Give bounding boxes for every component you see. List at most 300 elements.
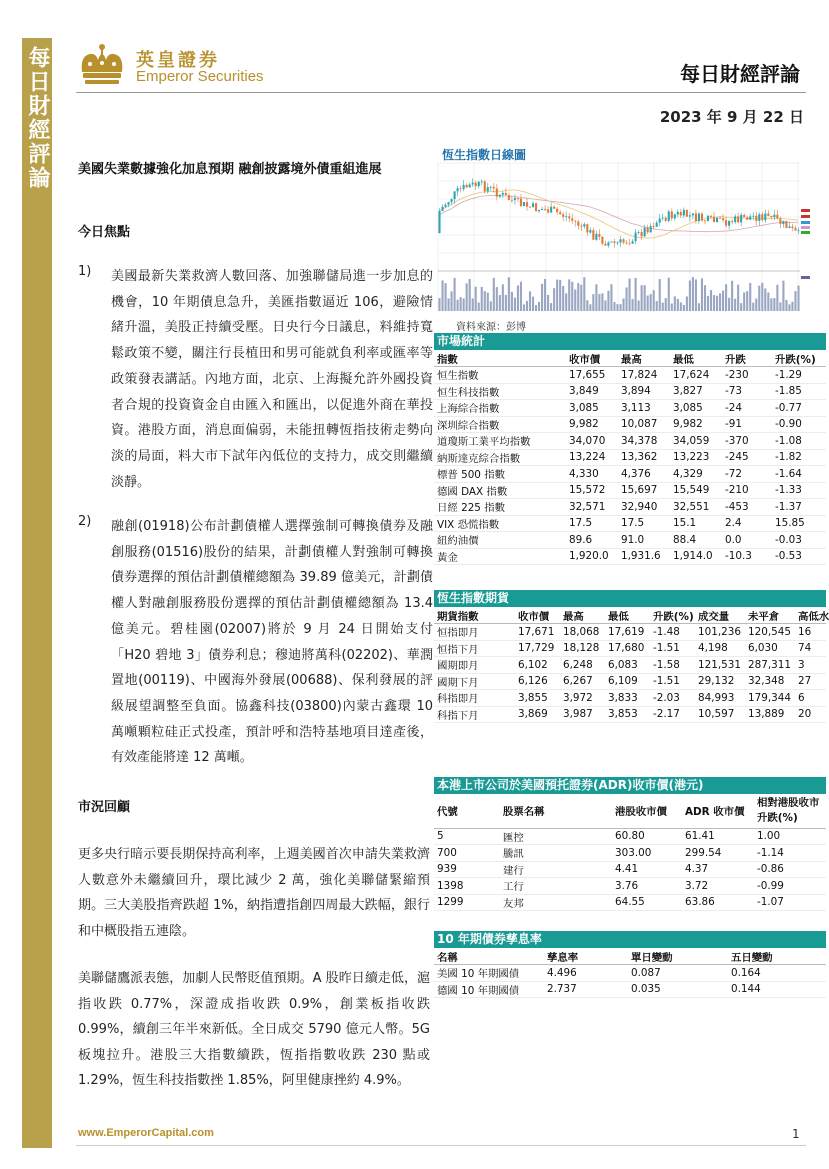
table-row — [434, 878, 826, 895]
volume-bar — [511, 292, 513, 311]
volume-bar — [788, 304, 790, 311]
bonds-table — [434, 948, 826, 998]
table-cell: -370 — [722, 433, 772, 450]
table-header-cell: 收市價 — [515, 607, 560, 624]
volume-bar — [665, 298, 667, 311]
candle-body — [610, 242, 612, 243]
table-cell: -73 — [722, 383, 772, 400]
volume-bar — [441, 280, 443, 311]
candle-body — [731, 221, 733, 222]
table-row — [434, 416, 826, 433]
table-cell: 63.86 — [682, 894, 754, 911]
table-cell: 16 — [795, 624, 826, 641]
volume-bar — [493, 278, 495, 311]
candle-body — [713, 217, 715, 222]
volume-bar — [496, 287, 498, 311]
table-row — [434, 673, 826, 690]
adr-table — [434, 794, 826, 911]
table-cell: 3,085 — [670, 400, 722, 417]
candle-body — [441, 207, 443, 211]
candle-body — [752, 216, 754, 217]
table-header-cell: 孳息率 — [544, 948, 628, 965]
candle-body — [755, 216, 757, 221]
volume-bar — [505, 295, 507, 311]
bonds-title: 10 年期債券孳息率 — [434, 931, 826, 948]
table-cell: 17,671 — [515, 624, 560, 641]
candle-body — [598, 234, 600, 237]
volume-bar — [595, 284, 597, 311]
table-cell: 287,311 — [745, 657, 795, 674]
candle-body — [517, 198, 519, 199]
table-header-cell: 期貨指數 — [434, 607, 515, 624]
table-cell: 3.76 — [612, 878, 682, 895]
table-cell: 303.00 — [612, 845, 682, 862]
candle-body — [746, 217, 748, 220]
volume-bar — [574, 289, 576, 311]
volume-bar — [674, 296, 676, 311]
table-header-cell: 升跌(%) — [650, 607, 695, 624]
table-cell: 恒指下月 — [434, 640, 515, 657]
table-cell: 939 — [434, 861, 500, 878]
volume-bar — [752, 303, 754, 311]
table-cell: 恒指即月 — [434, 624, 515, 641]
volume-bar — [577, 283, 579, 311]
focus-item-number: 1) — [78, 264, 92, 279]
volume-bar — [635, 278, 637, 311]
candle-body — [794, 228, 796, 230]
table-cell: -0.99 — [754, 878, 826, 895]
volume-bar — [601, 293, 603, 311]
volume-bar — [725, 284, 727, 311]
candle-body — [520, 198, 522, 205]
candle-body — [505, 193, 507, 195]
table-cell: -72 — [722, 466, 772, 483]
headline: 美國失業數據強化加息預期 融創披露境外債重組進展 — [78, 162, 382, 177]
candle-body — [438, 211, 440, 233]
volume-bar — [722, 291, 724, 311]
table-cell: -1.37 — [772, 499, 826, 516]
candle-body — [770, 216, 772, 217]
candle-body — [481, 181, 483, 182]
volume-bar — [625, 287, 627, 311]
table-cell: 299.54 — [682, 845, 754, 862]
candle-body — [761, 214, 763, 220]
table-cell: 1,920.0 — [566, 548, 618, 565]
candle-body — [499, 195, 501, 197]
table-cell: 15,572 — [566, 482, 618, 499]
table-cell: 3,827 — [670, 383, 722, 400]
table-cell: 3,833 — [605, 690, 650, 707]
table-row — [434, 515, 826, 532]
candle-body — [586, 224, 588, 232]
table-cell: 32,940 — [618, 499, 670, 516]
table-row — [434, 981, 826, 998]
candle-body — [613, 242, 615, 244]
volume-bar — [683, 305, 685, 311]
candle-body — [484, 181, 486, 191]
volume-bar — [632, 299, 634, 311]
table-row — [434, 640, 826, 657]
volume-bar — [454, 278, 456, 311]
table-cell: 13,889 — [745, 706, 795, 723]
candle-body — [728, 221, 730, 226]
table-cell: -1.51 — [650, 673, 695, 690]
volume-bar — [647, 296, 649, 311]
volume-bar — [520, 282, 522, 311]
market-review-paragraph: 更多央行暗示要長期保持高利率，上週美國首次申請失業救濟人數意外未繼續回升，環比減少 2 萬，強化美聯儲緊縮預期。三大美股指齊跌超 1%，納指遭指創四周最大跌幅，銀行和中概股指五連陰。 — [78, 847, 430, 939]
volume-bar — [686, 296, 688, 311]
table-cell: 6,267 — [560, 673, 605, 690]
volume-bar — [622, 299, 624, 311]
candle-body — [722, 218, 724, 220]
volume-bar — [508, 277, 510, 311]
candle-body — [743, 215, 745, 217]
candle-body — [487, 187, 489, 191]
table-row — [434, 449, 826, 466]
hsi-chart-title: 恆生指數日線圖 — [442, 148, 527, 162]
focus-heading: 今日焦點 — [78, 225, 131, 240]
table-cell: 3,855 — [515, 690, 560, 707]
candle-body — [632, 241, 634, 243]
table-row — [434, 499, 826, 516]
candle-body — [779, 218, 781, 224]
table-cell: 4.496 — [544, 965, 628, 982]
candle-body — [556, 209, 558, 212]
document-title: 每日財經評論 — [680, 62, 800, 86]
volume-bar — [475, 287, 477, 311]
table-cell: 32,551 — [670, 499, 722, 516]
table-row — [434, 845, 826, 862]
table-cell: 國期下月 — [434, 673, 515, 690]
candle-body — [601, 237, 603, 244]
table-header-cell: 收市價 — [566, 350, 618, 367]
table-cell: 179,344 — [745, 690, 795, 707]
table-row — [434, 861, 826, 878]
table-cell: 美國 10 年期國債 — [434, 965, 544, 982]
candle-body — [716, 218, 718, 222]
table-header-cell: 最高 — [618, 350, 670, 367]
table-header-cell: 升跌 — [722, 350, 772, 367]
volume-bar — [653, 290, 655, 311]
volume-bar — [550, 303, 552, 311]
candle-body — [592, 230, 594, 240]
table-cell: 17,655 — [566, 367, 618, 384]
table-cell: -10.3 — [722, 548, 772, 565]
candle-body — [647, 228, 649, 233]
candle-body — [454, 191, 456, 199]
table-cell: 3,987 — [560, 706, 605, 723]
table-cell: 4,376 — [618, 466, 670, 483]
table-header-cell: 升跌(%) — [772, 350, 826, 367]
volume-bar — [731, 281, 733, 311]
candle-body — [680, 212, 682, 215]
table-cell: -91 — [722, 416, 772, 433]
adr-header-relative — [754, 794, 826, 828]
candle-body — [550, 207, 552, 213]
candle-body — [635, 233, 637, 242]
candle-body — [475, 183, 477, 186]
volume-bar — [767, 292, 769, 311]
candle-body — [710, 216, 712, 217]
table-header-cell: 最低 — [605, 607, 650, 624]
table-row — [434, 433, 826, 450]
volume-bar — [719, 293, 721, 311]
volume-bar — [541, 284, 543, 311]
table-cell: 國期即月 — [434, 657, 515, 674]
volume-bar — [704, 285, 706, 311]
volume-bar — [662, 303, 664, 311]
volume-bar — [457, 300, 459, 311]
adr-title: 本港上市公司於美國預托證券(ADR)收市價(港元) — [434, 777, 826, 794]
volume-bar — [716, 296, 718, 311]
market-review-paragraph: 美聯儲鷹派表態，加劇人民幣貶值預期。A 股昨日續走低，滬指收跌 0.77%，深證成指收跌 0.9%，創業板指收跌 0.99%，續創三年半來新低。全日成交 5790 億元人幣。5G 板塊拉升。港股三大指數續跌，恆指指數收跌 230 點或 1.29%，恆生科技指數挫 1.85%，阿里健康挫約 4.9%。 — [78, 971, 430, 1088]
table-cell: 17,824 — [618, 367, 670, 384]
table-cell: 32,348 — [745, 673, 795, 690]
volume-bar — [559, 280, 561, 311]
volume-bar — [638, 301, 640, 311]
volume-bar — [444, 283, 446, 311]
table-cell: 6,126 — [515, 673, 560, 690]
futures-table — [434, 607, 829, 723]
candle-body — [668, 211, 670, 220]
table-cell: 29,132 — [695, 673, 745, 690]
candle-body — [734, 216, 736, 222]
table-cell: -1.29 — [772, 367, 826, 384]
volume-bar — [743, 292, 745, 311]
table-cell: 61.41 — [682, 828, 754, 845]
candle-body — [565, 216, 567, 217]
table-cell: -1.82 — [772, 449, 826, 466]
table-cell: 17,619 — [605, 624, 650, 641]
table-cell: 17.5 — [566, 515, 618, 532]
sidebar-title: 每日財經評論 — [25, 46, 50, 190]
table-header-cell: 高低水 — [795, 607, 826, 624]
candle-body — [469, 184, 471, 187]
table-cell: 17.5 — [618, 515, 670, 532]
candle-body — [782, 221, 784, 224]
table-cell: 4,329 — [670, 466, 722, 483]
adr-header-name: 股票名稱 — [500, 794, 612, 828]
candle-body — [701, 214, 703, 221]
candle-body — [650, 226, 652, 232]
volume-bar — [529, 291, 531, 311]
volume-bar — [517, 285, 519, 311]
table-cell: 科指下月 — [434, 706, 515, 723]
volume-bar — [728, 298, 730, 311]
footer-divider — [76, 1145, 806, 1146]
volume-bar — [565, 293, 567, 311]
table-cell: -245 — [722, 449, 772, 466]
candle-body — [692, 213, 694, 215]
table-cell: 騰訊 — [500, 845, 612, 862]
candle-body — [616, 242, 618, 243]
emperor-logo — [76, 42, 276, 92]
volume-bar — [583, 277, 585, 311]
table-header-cell: 單日變動 — [628, 948, 728, 965]
candle-body — [644, 228, 646, 237]
candle-body — [695, 213, 697, 221]
candle-body — [460, 188, 462, 189]
candle-body — [583, 224, 585, 226]
table-cell: 恒生科技指數 — [434, 383, 566, 400]
volume-bar — [466, 283, 468, 311]
table-cell: 2.4 — [722, 515, 772, 532]
table-cell: 84,993 — [695, 690, 745, 707]
volume-bar — [776, 285, 778, 311]
volume-bar — [532, 297, 534, 311]
footer-website-link[interactable]: www.EmperorCapital.com — [78, 1127, 214, 1139]
table-cell: 10,597 — [695, 706, 745, 723]
table-cell: 日經 225 指數 — [434, 499, 566, 516]
table-cell: -1.58 — [650, 657, 695, 674]
volume-bar — [734, 299, 736, 311]
candle-body — [698, 214, 700, 221]
table-cell: 15.1 — [670, 515, 722, 532]
table-cell: 3,894 — [618, 383, 670, 400]
table-cell: 13,224 — [566, 449, 618, 466]
table-header-row — [434, 350, 826, 367]
table-cell: 0.087 — [628, 965, 728, 982]
table-header-row — [434, 794, 826, 828]
table-cell: 18,068 — [560, 624, 605, 641]
candle-body — [704, 221, 706, 222]
table-cell: 0.164 — [728, 965, 826, 982]
table-cell: 1,914.0 — [670, 548, 722, 565]
candle-body — [463, 185, 465, 189]
volume-bar — [713, 295, 715, 311]
table-cell: 科指即月 — [434, 690, 515, 707]
candle-body — [659, 219, 661, 223]
candle-body — [686, 210, 688, 217]
candle-body — [589, 230, 591, 232]
volume-bar — [568, 279, 570, 311]
volume-bar — [740, 303, 742, 311]
table-cell: 15.85 — [772, 515, 826, 532]
candle-body — [662, 218, 664, 219]
volume-bar — [779, 302, 781, 311]
volume-bar — [499, 295, 501, 311]
candle-body — [532, 203, 534, 207]
candle-body — [604, 244, 606, 246]
table-cell: 納斯達克綜合指數 — [434, 449, 566, 466]
table-header-row — [434, 948, 826, 965]
table-cell: -1.48 — [650, 624, 695, 641]
candle-body — [490, 187, 492, 188]
table-header-row — [434, 607, 826, 624]
volume-bar — [710, 290, 712, 311]
candle-body — [472, 183, 474, 185]
adr-header-relative-line2: 升跌(%) — [757, 811, 798, 824]
volume-bar — [535, 305, 537, 311]
table-cell: 友邦 — [500, 894, 612, 911]
table-cell: 4.41 — [612, 861, 682, 878]
table-cell: 88.4 — [670, 532, 722, 549]
candle-body — [740, 215, 742, 222]
volume-bar — [502, 284, 504, 311]
volume-bar — [598, 294, 600, 311]
volume-bar — [758, 286, 760, 311]
table-cell: 6,083 — [605, 657, 650, 674]
volume-bar — [671, 304, 673, 311]
candle-body — [665, 218, 667, 221]
table-cell: 德國 10 年期國債 — [434, 981, 544, 998]
volume-bar — [592, 294, 594, 311]
table-cell: 3,085 — [566, 400, 618, 417]
table-cell: 121,531 — [695, 657, 745, 674]
candle-body — [653, 226, 655, 227]
table-cell: 1,931.6 — [618, 548, 670, 565]
candle-body — [559, 212, 561, 214]
table-header-cell: 指數 — [434, 350, 566, 367]
table-cell: 18,128 — [560, 640, 605, 657]
volume-bar — [580, 285, 582, 311]
table-cell: 91.0 — [618, 532, 670, 549]
table-cell: 13,223 — [670, 449, 722, 466]
candle-body — [656, 223, 658, 227]
candle-body — [773, 215, 775, 218]
candle-body — [574, 221, 576, 222]
volume-bar — [438, 298, 440, 311]
hsi-daily-chart — [438, 163, 810, 313]
table-cell: 700 — [434, 845, 500, 862]
table-cell: -0.90 — [772, 416, 826, 433]
candle-body — [577, 222, 579, 226]
candle-body — [493, 187, 495, 189]
volume-bar — [487, 293, 489, 311]
table-cell: 74 — [795, 640, 826, 657]
table-row — [434, 690, 826, 707]
table-cell: 匯控 — [500, 828, 612, 845]
focus-item-number: 2) — [78, 514, 92, 529]
candle-body — [496, 188, 498, 196]
table-cell: 34,070 — [566, 433, 618, 450]
table-cell: VIX 恐慌指數 — [434, 515, 566, 532]
logo-english: Emperor Securities — [136, 68, 264, 85]
table-row — [434, 400, 826, 417]
focus-item — [78, 264, 433, 494]
table-header-cell: 名稱 — [434, 948, 544, 965]
table-cell: 120,545 — [745, 624, 795, 641]
chart-source: 資料來源：彭博 — [456, 322, 526, 333]
candle-body — [689, 215, 691, 216]
table-cell: 1.00 — [754, 828, 826, 845]
candle-body — [764, 214, 766, 221]
crown-icon — [76, 42, 128, 88]
table-cell: 6,109 — [605, 673, 650, 690]
table-cell: -1.51 — [650, 640, 695, 657]
volume-bar — [680, 302, 682, 311]
adr-header-adr-close: ADR 收市價 — [682, 794, 754, 828]
table-cell: 0.144 — [728, 981, 826, 998]
candle-body — [502, 193, 504, 195]
candle-body — [791, 227, 793, 228]
table-cell: 4,330 — [566, 466, 618, 483]
table-cell: 3,113 — [618, 400, 670, 417]
table-cell: -0.53 — [772, 548, 826, 565]
volume-bar — [692, 277, 694, 311]
volume-bar — [481, 287, 483, 311]
volume-bar — [589, 304, 591, 311]
table-row — [434, 383, 826, 400]
candle-body — [607, 242, 609, 245]
volume-bar — [523, 304, 525, 311]
table-cell: -24 — [722, 400, 772, 417]
adr-header-hk-close: 港股收市價 — [612, 794, 682, 828]
candle-body — [641, 232, 643, 236]
table-cell: -0.86 — [754, 861, 826, 878]
table-header-cell: 成交量 — [695, 607, 745, 624]
focus-item-text: 融創(01918)公布計劃債權人選擇強制可轉換債券及融創服務(01516)股份的結果，計劃債權人對強制可轉換債券選擇的預估計劃債權總額為 39.89 億美元，計劃債權人對融創服務股份選擇的預估計劃債權總額為 13.4 億美元。碧桂園(02007)將於 9 月 24 日開始支付「H20 碧地 3」債券利息；穆迪將萬科(02202)、華潤置地(00119)、中國海外發展(00688)、保利發展的評級展望調整至負面。協鑫科技(03800)內蒙古鑫環 10 萬噸顆粒硅正式投產，預計呼和浩特基地項目達產後，有效產能將達 12 萬噸。 — [111, 519, 433, 766]
